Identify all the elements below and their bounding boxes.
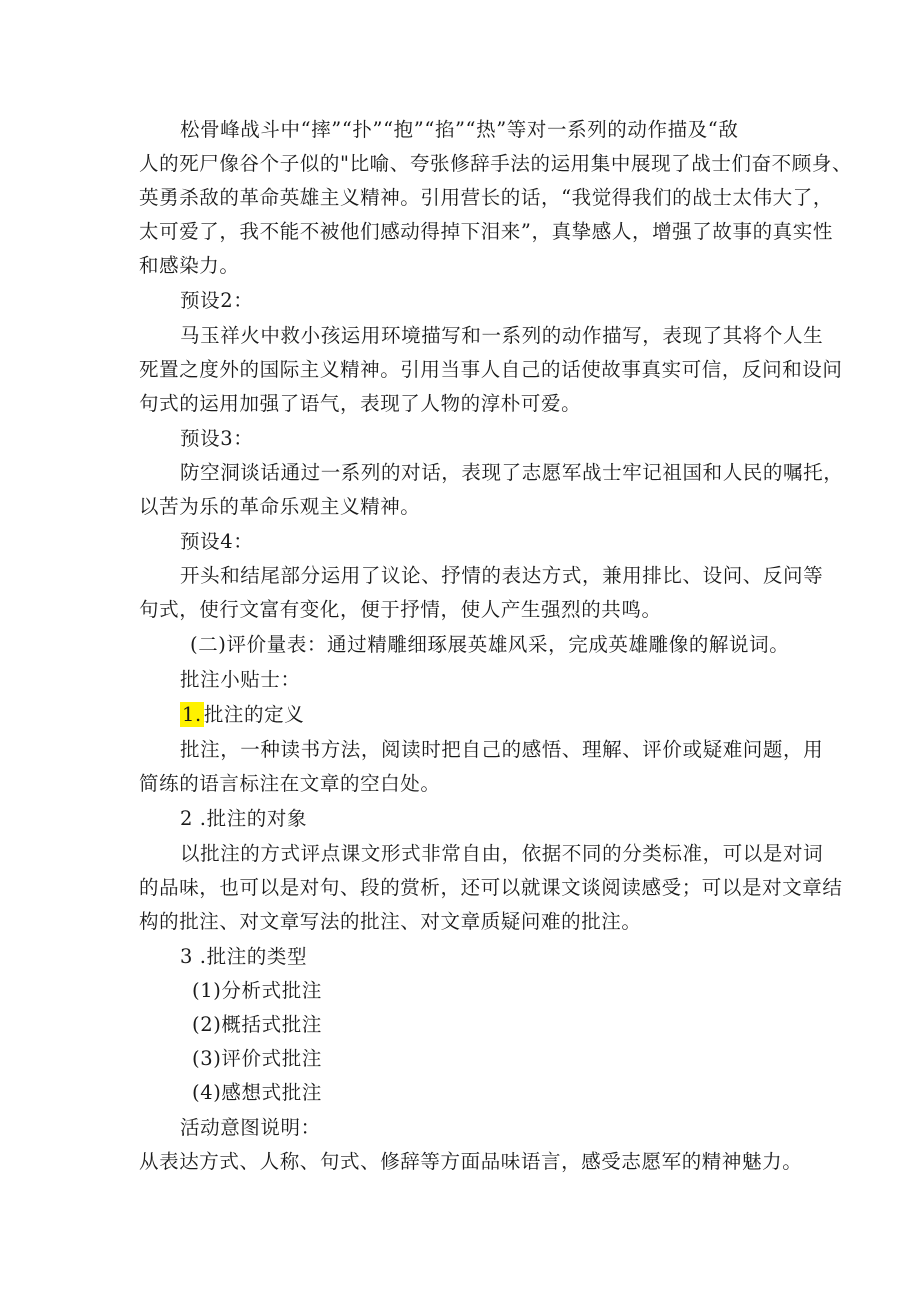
- list-item: (4)感想式批注: [192, 1081, 322, 1104]
- paragraph-line: 的品味，也可以是对句、段的赏析，还可以就课文谈阅读感受；可以是对文章结: [139, 876, 843, 899]
- list-item: (2)概括式批注: [192, 1013, 322, 1036]
- paragraph-line: 松骨峰战斗中“摔”“扑”“抱”“掐”“热”等对一系列的动作描及“敌: [180, 118, 739, 141]
- paragraph-line: 防空洞谈话通过一系列的对话，表现了志愿军战士牢记祖国和人民的嘱托，: [180, 461, 844, 484]
- paragraph-line: 死置之度外的国际主义精神。引用当事人自己的话使故事真实可信，反问和设问: [139, 358, 843, 381]
- preset-label: 预设3：: [180, 427, 254, 450]
- paragraph-line: 批注，一种读书方法，阅读时把自己的感悟、理解、评价或疑难问题，用: [180, 738, 824, 761]
- highlight-mark: 1.: [182, 703, 202, 726]
- paragraph-line: 句式，使行文富有变化，便于抒情，使人产生强烈的共鸣。: [139, 598, 662, 621]
- section-title: 批注的定义: [203, 703, 305, 726]
- section-heading-2: 2 .批注的对象: [180, 807, 308, 830]
- paragraph-line: 英勇杀敌的革命英雄主义精神。引用营长的话，“我觉得我们的战士太伟大了，: [139, 186, 833, 209]
- tips-title: 批注小贴士：: [180, 668, 301, 691]
- section-heading-3: 3 .批注的类型: [180, 945, 308, 968]
- paragraph-line: 简练的语言标注在文章的空白处。: [139, 772, 441, 795]
- rubric-heading: (二)评价量表：通过精雕细琢展英雄风采，完成英雄雕像的解说词。: [190, 633, 790, 656]
- preset-label: 预设4：: [180, 530, 254, 553]
- paragraph-line: 从表达方式、人称、句式、修辞等方面品味语言，感受志愿军的精神魅力。: [139, 1150, 803, 1173]
- paragraph-line: 句式的运用加强了语气，表现了人物的淳朴可爱。: [139, 392, 582, 415]
- paragraph-line: 和感染力。: [139, 254, 240, 277]
- section-heading-1: [180, 702, 304, 728]
- paragraph-line: 以苦为乐的革命乐观主义精神。: [139, 495, 421, 518]
- intent-title: 活动意图说明：: [180, 1116, 321, 1139]
- paragraph-line: 构的批注、对文章写法的批注、对文章质疑问难的批注。: [139, 910, 642, 933]
- list-item: (3)评价式批注: [192, 1047, 322, 1070]
- preset-label: 预设2：: [180, 289, 254, 312]
- paragraph-line: 人的死尸像谷个子似的"比喻、夸张修辞手法的运用集中展现了战士们奋不顾身、: [139, 152, 853, 175]
- paragraph-line: 以批注的方式评点课文形式非常自由，依据不同的分类标准，可以是对词: [180, 842, 824, 865]
- paragraph-line: 太可爱了，我不能不被他们感动得掉下泪来”，真挚感人，增强了故事的真实性: [139, 220, 833, 243]
- list-item: (1)分析式批注: [192, 979, 322, 1002]
- paragraph-line: 开头和结尾部分运用了议论、抒情的表达方式，兼用排比、设问、反问等: [180, 564, 824, 587]
- paragraph-line: 马玉祥火中救小孩运用环境描写和一系列的动作描写，表现了其将个人生: [180, 324, 824, 347]
